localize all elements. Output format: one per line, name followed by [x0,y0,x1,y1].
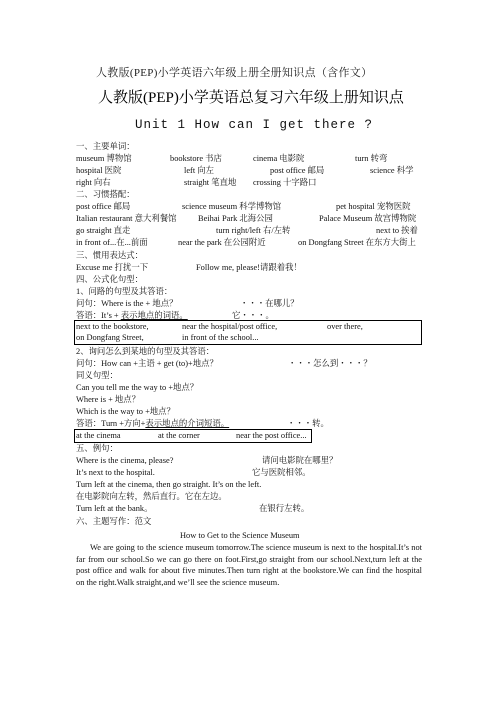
example-sentence: It’s next to the hospital. [76,468,155,477]
phrase-item: turn right/left 右/左转 [216,226,291,235]
word-item: straight 笔直地 [184,178,237,187]
word-item: bookstore 书店 [170,154,222,163]
unit-title: Unit 1 How can I get there ? [135,118,374,132]
essay-title: How to Get to the Science Museum [180,531,300,540]
phrase-item: near the park 在公园附近 [178,238,266,247]
expression-item: Excuse me 打扰一下 [76,263,149,272]
box-item: at the corner [158,431,200,440]
answer-note: 它・・・。 [232,311,274,320]
word-item: post office 邮局 [270,166,325,175]
section-heading-examples: 五、例句： [76,444,118,453]
example-translation: 在银行左转。 [259,504,310,513]
question-line: 问句：Where is the + 地点？ [76,299,178,308]
synonym-line: Where is + 地点？ [76,395,141,404]
box-item: next to the bookstore, [76,322,149,331]
phrase-item: post office 邮局 [76,202,131,211]
phrase-item: Palace Museum 故宫博物院 [319,214,417,223]
word-item: crossing 十字路口 [253,178,317,187]
phrase-item: next to 挨着 [376,226,418,235]
answer-prefix: 答语：It’s + [76,311,121,320]
box-item: near the post office... [236,431,307,440]
word-item: museum 博物馆 [76,154,132,163]
answer-underlined: 表示地点的介词短语。 [145,419,230,428]
document-title: 人教版(PEP)小学英语总复习六年级上册知识点 [98,90,404,106]
box-item: at the cinema [76,431,121,440]
phrase-item: science museum 科学博物馆 [182,202,282,211]
section-heading-collocations: 二、习惯搭配： [76,190,135,199]
section-heading-words: 一、主要单词： [76,142,135,151]
essay-body: We are going to the science museum tomorrow.The science museum is next to the hospital.It’s not far from our school.So we can go there on foot.First,go straight from our school.Next,turn left at the post office and walk for about five minutes.Then turn right at the bookstore.We can find the hospital on the right.Walk straight,and we’ll see the science museum. [76,543,422,587]
phrase-item: Italian restaurant 意大利餐馆 [76,214,177,223]
example-sentence: Turn left at the bank。 [76,504,153,513]
expression-item: Follow me, please!请跟着我！ [196,263,302,272]
phrase-item: Beihai Park 北海公园 [198,214,273,223]
question-note: ・・・在哪儿？ [240,299,299,308]
pattern-title: 1、问路的句型及其答语： [76,287,173,296]
pattern-title: 2、询问怎么到某地的句型及其答语： [76,347,215,356]
word-item: cinema 电影院 [253,154,305,163]
synonym-line: Which is the way to +地点？ [76,407,175,416]
example-sentence: Turn left at the cinema, then go straight. It’s on the left. [76,480,262,489]
phrase-item: pet hospital 宠物医院 [336,202,411,211]
box-item: near the hospital/post office, [182,322,278,331]
box-item: in front of the school... [182,333,259,342]
section-heading-writing: 六、主题写作：范文 [76,517,152,526]
document-subtitle: 人教版(PEP)小学英语六年级上册全册知识点（含作文） [96,67,373,79]
question-note: ・・・怎么到・・・？ [288,359,372,368]
synonym-heading: 同义句型： [76,371,118,380]
word-item: hospital 医院 [76,166,122,175]
phrase-item: go straight 直走 [76,226,131,235]
word-item: left 向左 [184,166,215,175]
answer-underlined: 表示地点的词语。 [120,311,188,320]
box-item: over there, [327,322,363,331]
phrase-item: on Dongfang Street 在东方大街上 [298,238,416,247]
answer-line [76,418,229,429]
phrase-item: in front of...在...前面 [76,238,148,247]
question-line: 问句：How can +主语 + get (to)+地点？ [76,359,218,368]
word-item: right 向右 [76,178,111,187]
answer-note: ・・・转。 [287,419,329,428]
answer-prefix: 答语：Turn +方向+ [76,419,146,428]
box-item: on Dongfang Street, [76,333,144,342]
example-translation: 它与医院相邻。 [252,468,311,477]
section-heading-patterns: 四、公式化句型： [76,275,143,284]
section-heading-expressions: 三、惯用表达式： [76,251,143,260]
example-sentence: Where is the cinema, please? [76,456,174,465]
word-item: science 科学 [370,166,414,175]
example-translation: 请问电影院在哪里？ [262,456,338,465]
example-sentence: 在电影院向左转，然后直行。它在左边。 [76,492,227,501]
synonym-line: Can you tell me the way to +地点？ [76,383,199,392]
word-item: turn 转弯 [355,154,388,163]
